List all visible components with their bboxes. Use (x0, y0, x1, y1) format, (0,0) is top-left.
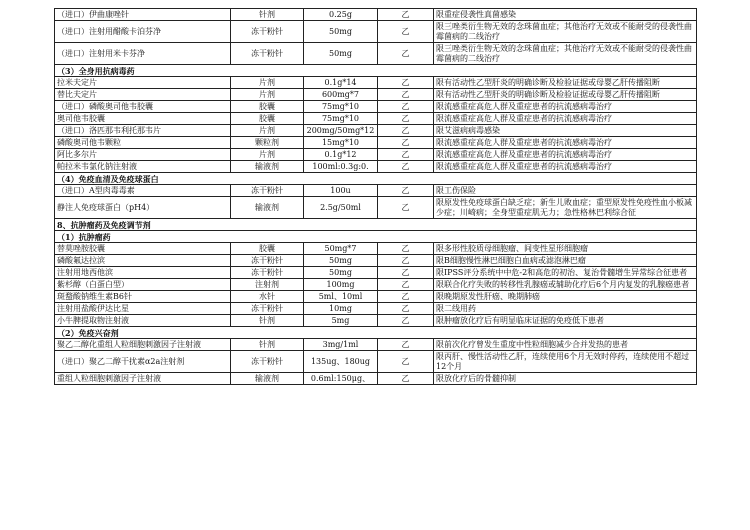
drug-row (55, 197, 697, 219)
dosage-form-cell: 输液剂 (231, 161, 304, 173)
dosage-form-cell: 针剂 (231, 339, 304, 351)
dosage-form-cell: 胶囊 (231, 243, 304, 255)
drug-row (55, 303, 697, 315)
drug-name-cell: 拉米夫定片 (55, 77, 231, 89)
restriction-note-cell: 限艾滋病病毒感染 (434, 125, 697, 137)
drug-name-cell: （进口）磷酸奥司他韦胶囊 (55, 101, 231, 113)
dosage-form-cell: 针剂 (231, 315, 304, 327)
dosage-form-cell: 颗粒剂 (231, 137, 304, 149)
category-cell: 乙 (378, 255, 434, 267)
drug-table-body (55, 9, 697, 385)
category-cell: 乙 (378, 267, 434, 279)
specification-cell: 135ug、180ug (304, 351, 378, 373)
category-cell: 乙 (378, 373, 434, 385)
specification-cell: 0.25g (304, 9, 378, 21)
category-cell: 乙 (378, 77, 434, 89)
restriction-note-cell: 限重症侵袭性真菌感染 (434, 9, 697, 21)
restriction-note-cell: 限工伤保险 (434, 185, 697, 197)
category-cell: 乙 (378, 291, 434, 303)
specification-cell: 10mg (304, 303, 378, 315)
drug-row (55, 137, 697, 149)
restriction-note-cell: 限有活动性乙型肝炎的明确诊断及检验证据或母婴乙肝传播阻断 (434, 89, 697, 101)
dosage-form-cell: 冻干粉针 (231, 21, 304, 43)
drug-row (55, 113, 697, 125)
drug-row (55, 21, 697, 43)
dosage-form-cell: 片剂 (231, 89, 304, 101)
drug-row (55, 267, 697, 279)
drug-row (55, 279, 697, 291)
category-cell: 乙 (378, 197, 434, 219)
drug-name-cell: 静注人免疫球蛋白（pH4） (55, 197, 231, 219)
section-title: （3）全身用抗病毒药 (55, 65, 697, 77)
drug-name-cell: 阿比多尔片 (55, 149, 231, 161)
specification-cell: 50mg*7 (304, 243, 378, 255)
specification-cell: 200mg/50mg*12 (304, 125, 378, 137)
section-title: （4）免疫血清及免疫球蛋白 (55, 173, 697, 185)
category-cell: 乙 (378, 279, 434, 291)
restriction-note-cell: 限放化疗后的骨髓抑制 (434, 373, 697, 385)
specification-cell: 100mg (304, 279, 378, 291)
specification-cell: 50mg (304, 21, 378, 43)
drug-name-cell: 注射用地西他滨 (55, 267, 231, 279)
restriction-note-cell: 限二线用药 (434, 303, 697, 315)
category-cell: 乙 (378, 101, 434, 113)
specification-cell: 50mg (304, 43, 378, 65)
dosage-form-cell: 胶囊 (231, 101, 304, 113)
drug-row (55, 101, 697, 113)
restriction-note-cell: 限三唑类衍生物无效的念珠菌血症；其他治疗无效或不能耐受的侵袭性曲霉菌病的二线治疗 (434, 43, 697, 65)
category-cell: 乙 (378, 89, 434, 101)
drug-row (55, 89, 697, 101)
drug-name-cell: （进口）伊曲康唑针 (55, 9, 231, 21)
drug-name-cell: 磷酸氟达拉滨 (55, 255, 231, 267)
category-cell: 乙 (378, 113, 434, 125)
category-cell: 乙 (378, 43, 434, 65)
drug-name-cell: 注射用盐酸伊达比星 (55, 303, 231, 315)
drug-name-cell: 聚乙二醇化重组人粒细胞刺激因子注射液 (55, 339, 231, 351)
section-header-row (55, 327, 697, 339)
category-cell: 乙 (378, 125, 434, 137)
drug-row (55, 125, 697, 137)
category-cell: 乙 (378, 137, 434, 149)
specification-cell: 50mg (304, 255, 378, 267)
restriction-note-cell: 限B细胞慢性淋巴细胞白血病或滤泡淋巴瘤 (434, 255, 697, 267)
drug-name-cell: 重组人粒细胞刺激因子注射液 (55, 373, 231, 385)
dosage-form-cell: 片剂 (231, 77, 304, 89)
specification-cell: 75mg*10 (304, 101, 378, 113)
category-cell: 乙 (378, 351, 434, 373)
category-cell: 乙 (378, 315, 434, 327)
section-header-row (55, 219, 697, 231)
drug-name-cell: （进口）A型肉毒毒素 (55, 185, 231, 197)
category-cell: 乙 (378, 21, 434, 43)
dosage-form-cell: 针剂 (231, 9, 304, 21)
category-cell: 乙 (378, 161, 434, 173)
drug-name-cell: 斑蝥酸钠维生素B6针 (55, 291, 231, 303)
restriction-note-cell: 限多形性胶质母细胞瘤、间变性星形细胞瘤 (434, 243, 697, 255)
specification-cell: 600mg*7 (304, 89, 378, 101)
category-cell: 乙 (378, 303, 434, 315)
section-title: 8、抗肿瘤药及免疫调节剂 (55, 219, 697, 231)
drug-row (55, 77, 697, 89)
category-cell: 乙 (378, 9, 434, 21)
drug-name-cell: 替莫唑胺胶囊 (55, 243, 231, 255)
restriction-note-cell: 限丙肝、慢性活动性乙肝，连续使用6个月无效时停药，连续使用不超过12个月 (434, 351, 697, 373)
drug-name-cell: 替比夫定片 (55, 89, 231, 101)
category-cell: 乙 (378, 149, 434, 161)
specification-cell: 100ml:0.3g:0. (304, 161, 378, 173)
restriction-note-cell: 限联合化疗失败的转移性乳腺癌或辅助化疗后6个月内复发的乳腺癌患者 (434, 279, 697, 291)
dosage-form-cell: 冻干粉针 (231, 255, 304, 267)
drug-name-cell: 磷酸奥司他韦颗粒 (55, 137, 231, 149)
drug-name-cell: （进口）注射用米卡芬净 (55, 43, 231, 65)
drug-row (55, 339, 697, 351)
dosage-form-cell: 冻干粉针 (231, 303, 304, 315)
drug-row (55, 9, 697, 21)
drug-row (55, 351, 697, 373)
category-cell: 乙 (378, 339, 434, 351)
section-title: （1）抗肿瘤药 (55, 231, 697, 243)
dosage-form-cell: 胶囊 (231, 113, 304, 125)
section-header-row (55, 173, 697, 185)
drug-row (55, 255, 697, 267)
drug-name-cell: 紫杉醇（白蛋白型） (55, 279, 231, 291)
restriction-note-cell: 限IPSS评分系统中中危-2和高危的初治、复治骨髓增生异常综合征患者 (434, 267, 697, 279)
drug-row (55, 149, 697, 161)
dosage-form-cell: 输液剂 (231, 373, 304, 385)
restriction-note-cell: 限肿瘤放化疗后有明显临床证据的免疫低下患者 (434, 315, 697, 327)
drug-row (55, 43, 697, 65)
dosage-form-cell: 片剂 (231, 149, 304, 161)
specification-cell: 0.6ml:150μg、 (304, 373, 378, 385)
drug-row (55, 161, 697, 173)
specification-cell: 75mg*10 (304, 113, 378, 125)
restriction-note-cell: 限流感重症高危人群及重症患者的抗流感病毒治疗 (434, 161, 697, 173)
drug-row (55, 243, 697, 255)
category-cell: 乙 (378, 243, 434, 255)
drug-name-cell: （进口）洛匹那韦利托那韦片 (55, 125, 231, 137)
drug-row (55, 291, 697, 303)
specification-cell: 2.5g/50ml (304, 197, 378, 219)
dosage-form-cell: 注射剂 (231, 279, 304, 291)
restriction-note-cell: 限流感重症高危人群及重症患者的抗流感病毒治疗 (434, 137, 697, 149)
dosage-form-cell: 冻干粉针 (231, 43, 304, 65)
category-cell: 乙 (378, 185, 434, 197)
restriction-note-cell: 限流感重症高危人群及重症患者的抗流感病毒治疗 (434, 149, 697, 161)
section-header-row (55, 231, 697, 243)
restriction-note-cell: 限有活动性乙型肝炎的明确诊断及检验证据或母婴乙肝传播阻断 (434, 77, 697, 89)
drug-row (55, 373, 697, 385)
dosage-form-cell: 冻干粉针 (231, 185, 304, 197)
restriction-note-cell: 限流感重症高危人群及重症患者的抗流感病毒治疗 (434, 113, 697, 125)
section-header-row (55, 65, 697, 77)
restriction-note-cell: 限流感重症高危人群及重症患者的抗流感病毒治疗 (434, 101, 697, 113)
restriction-note-cell: 限前次化疗曾发生重度中性粒细胞减少合并发热的患者 (434, 339, 697, 351)
drug-name-cell: 帕拉米韦氯化钠注射液 (55, 161, 231, 173)
specification-cell: 3mg/1ml (304, 339, 378, 351)
restriction-note-cell: 限三唑类衍生物无效的念珠菌血症；其他治疗无效或不能耐受的侵袭性曲霉菌病的二线治疗 (434, 21, 697, 43)
dosage-form-cell: 水针 (231, 291, 304, 303)
dosage-form-cell: 冻干粉针 (231, 267, 304, 279)
dosage-form-cell: 冻干粉针 (231, 351, 304, 373)
specification-cell: 5ml、10ml (304, 291, 378, 303)
specification-cell: 5mg (304, 315, 378, 327)
drug-row (55, 185, 697, 197)
specification-cell: 0.1g*14 (304, 77, 378, 89)
drug-row (55, 315, 697, 327)
specification-cell: 50mg (304, 267, 378, 279)
section-title: （2）免疫兴奋剂 (55, 327, 697, 339)
drug-table (54, 8, 697, 385)
specification-cell: 100u (304, 185, 378, 197)
drug-name-cell: （进口）聚乙二醇干扰素α2a注射剂 (55, 351, 231, 373)
drug-table-page (54, 8, 696, 385)
drug-name-cell: 小牛脾提取物注射液 (55, 315, 231, 327)
specification-cell: 0.1g*12 (304, 149, 378, 161)
dosage-form-cell: 输液剂 (231, 197, 304, 219)
drug-name-cell: 奥司他韦胶囊 (55, 113, 231, 125)
dosage-form-cell: 片剂 (231, 125, 304, 137)
restriction-note-cell: 限原发性免疫球蛋白缺乏症；新生儿败血症；重型原发性免疫性血小板减少症；川崎病；全身型重症肌无力；急性格林巴利综合征 (434, 197, 697, 219)
drug-name-cell: （进口）注射用醋酸卡泊芬净 (55, 21, 231, 43)
specification-cell: 15mg*10 (304, 137, 378, 149)
restriction-note-cell: 限晚期原发性肝癌、晚期肺癌 (434, 291, 697, 303)
